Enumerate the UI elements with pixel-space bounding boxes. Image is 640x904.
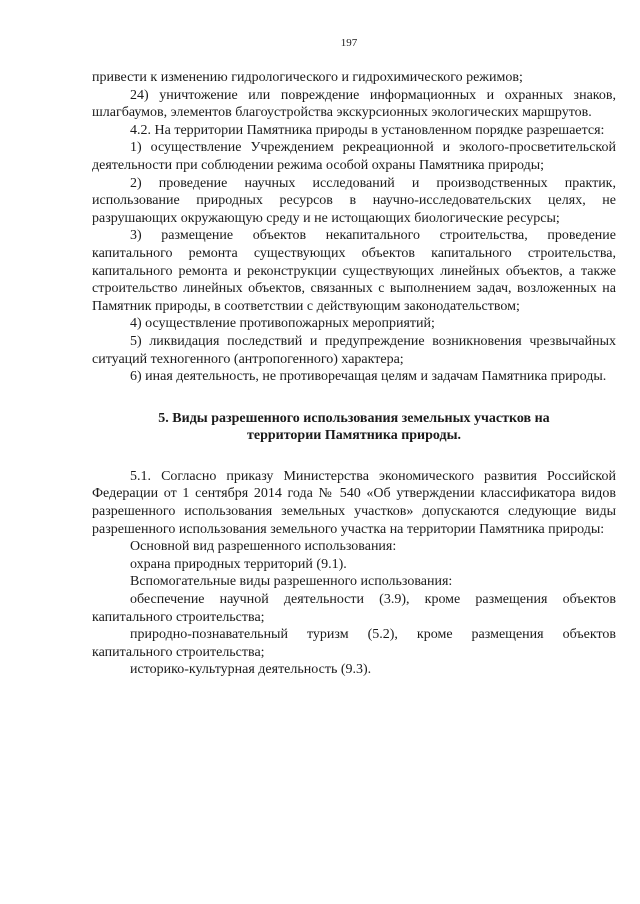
paragraph-main-use-item: охрана природных территорий (9.1). <box>130 556 347 572</box>
section-heading-line-1: 5. Виды разрешенного использования земельных участков на <box>158 410 550 426</box>
paragraph-allowed-2: 2) проведение научных исследований и производственных практик, использование природных ресурсов в научно-исследовательских целях, не разрушающих окружающую среду и не истощающих биологические ресурсы; <box>92 175 616 226</box>
document-page <box>92 36 616 679</box>
paragraph-5-1: 5.1. Согласно приказу Министерства экономического развития Российской Федерации от 1 сентября 2014 года № 540 «Об утверждении классификатора видов разрешенного использования земельных участков» допускаются следующие виды разрешенного использования земельного участка на территории Памятника природы: <box>92 468 616 537</box>
paragraph-item-24: 24) уничтожение или повреждение информационных и охранных знаков, шлагбаумов, элементов благоустройства экскурсионных экологических маршрутов. <box>92 87 616 121</box>
paragraph-main-use-heading: Основной вид разрешенного использования: <box>130 539 397 555</box>
section-heading-line-2: территории Памятника природы. <box>246 428 462 444</box>
paragraph-auxiliary-heading: Вспомогательные виды разрешенного использования: <box>130 574 453 590</box>
paragraph-allowed-5: 5) ликвидация последствий и предупреждение возникновения чрезвычайных ситуаций техногенного (антропогенного) характера; <box>92 333 616 367</box>
paragraph-auxiliary-science: обеспечение научной деятельности (3.9), кроме размещения объектов капитального строительства; <box>92 592 616 625</box>
paragraph-allowed-3: 3) размещение объектов некапитального строительства, проведение капитального ремонта существующих объектов капитального строительства, капитального ремонта и реконструкции существующих линейных объектов, а также строительство линейных объектов, связанных с выполнением задач, возложенных на Памятник природы, в соответствии с действующим законодательством; <box>92 228 616 314</box>
section-heading-5 <box>92 410 616 445</box>
paragraph-allowed-6: 6) иная деятельность, не противоречащая целям и задачам Памятника природы. <box>130 369 607 385</box>
paragraph-allowed-1: 1) осуществление Учреждением рекреационной и эколого-просветительской деятельности при соблюдении режима особой охраны Памятника природы; <box>92 140 616 173</box>
page-number: 197 <box>340 37 358 49</box>
paragraph-4-2: 4.2. На территории Памятника природы в установленном порядке разрешается: <box>130 122 605 138</box>
paragraph-allowed-4: 4) осуществление противопожарных мероприятий; <box>130 316 435 332</box>
paragraph-auxiliary-history: историко-культурная деятельность (9.3). <box>130 662 372 678</box>
paragraph-auxiliary-tourism: природно-познавательный туризм (5.2), кроме размещения объектов капитального строительства; <box>92 627 616 660</box>
paragraph-continuation: привести к изменению гидрологического и гидрохимического режимов; <box>92 70 523 85</box>
